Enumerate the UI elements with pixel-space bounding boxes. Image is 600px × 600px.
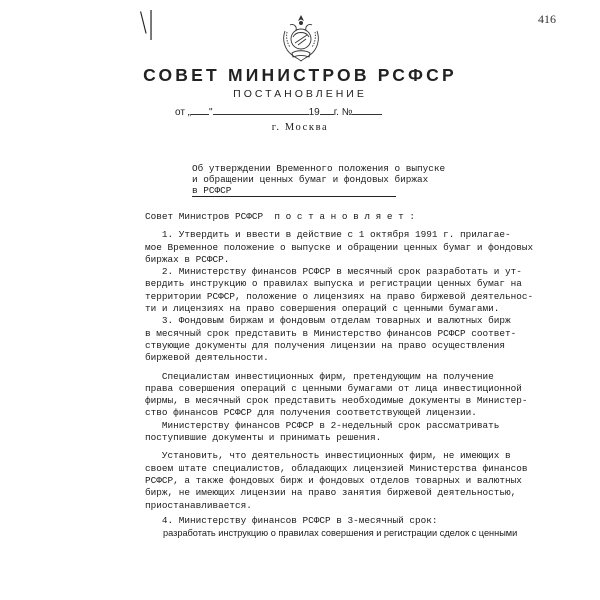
body-line: РСФСР, а также фондовых бирж и фондовых отделов товарных и валютных [145, 474, 522, 486]
body-line: вердить инструкцию о правилах выпуска и регистрации ценных бумаг на [145, 278, 522, 290]
subject-underline [192, 196, 396, 197]
body-line: бирж, не имеющих лицензии на право занятия биржевой деятельностью, [145, 487, 517, 499]
body-line: фирмы, в месячный срок представить необходимые документы в Министер- [145, 395, 528, 407]
city-line: г. Москва [271, 122, 329, 133]
body-line-last: разработать инструкцию о правилах совершения и регистрации сделок с ценными [163, 528, 518, 539]
year-prefix: 19 [308, 107, 320, 118]
number-blank [352, 104, 382, 115]
issuer-title: СОВЕТ МИНИСТРОВ РСФСР [143, 65, 457, 85]
coat-of-arms-emblem [276, 13, 326, 65]
document-type: ПОСТАНОВЛЕНИЕ [233, 88, 367, 100]
body-line: биржевой деятельности. [145, 352, 269, 364]
body-line: права совершения операций с ценными бумагами от лица инвестиционной [145, 382, 522, 394]
body-line: мое Временное положение о выпуске и обращении ценных бумаг и фондовых [145, 241, 534, 253]
body-line: 2. Министерству финансов РСФСР в месячный срок разработать и ут- [145, 266, 522, 278]
body-line: 3. Фондовым биржам и фондовым отделам товарных и валютных бирж [145, 315, 511, 327]
subject-line: Об утверждении Временного положения о выпуске [192, 163, 446, 174]
handwritten-margin-marks: \| [140, 6, 156, 42]
subject-line: в РСФСР [192, 185, 232, 196]
date-quote-open: „ [187, 107, 192, 118]
body-line: 1. Утвердить и ввести в действие с 1 октября 1991 г. прилагае- [145, 229, 511, 241]
body-line: Специалистам инвестиционных фирм, претендующим на получение [145, 370, 494, 382]
body-line: Министерству финансов РСФСР в 2-недельный срок рассматривать [145, 419, 500, 431]
body-line: поступившие документы и принимать решения. [145, 432, 382, 444]
year-blank [320, 104, 334, 115]
body-line: Установить, что деятельность инвестиционных фирм, не имеющих в [145, 450, 511, 462]
body-line: ство финансов РСФСР для получения соответствующей лицензии. [145, 407, 477, 419]
body-line: приостанавливается. [145, 499, 252, 511]
number-label: № [341, 107, 353, 118]
year-suffix: г. [333, 107, 339, 118]
date-number-line [175, 104, 382, 118]
body-line: в месячный срок представить в Министерство финансов РСФСР соответ- [145, 327, 517, 339]
body-line: ти и лицензиях на право совершения операций с ценными бумагами. [145, 303, 500, 315]
subject-line: и обращении ценных бумаг и фондовых биржах [192, 174, 429, 185]
month-blank [213, 104, 309, 115]
handwritten-page-number: 416 [538, 12, 556, 26]
body-line: биржах в РСФСР. [145, 253, 230, 265]
resolution-body [145, 204, 534, 539]
body-line: своем штате специалистов, обладающих лицензией Министерства финансов [145, 462, 528, 474]
preamble: Совет Министров РСФСР п о с т а н о в л я е т : [145, 211, 416, 222]
body-line: 4. Министерству финансов РСФСР в 3-месячный срок: [145, 514, 438, 526]
body-line: ствующие документы для получения лицензии на право осуществления [145, 339, 506, 351]
date-quote-close: " [209, 107, 213, 118]
body-line: территории РСФСР, положение о лицензиях на право биржевой деятельнос- [145, 290, 534, 302]
date-prefix: от [175, 107, 185, 118]
day-blank [191, 104, 209, 115]
subject-block [192, 163, 445, 196]
